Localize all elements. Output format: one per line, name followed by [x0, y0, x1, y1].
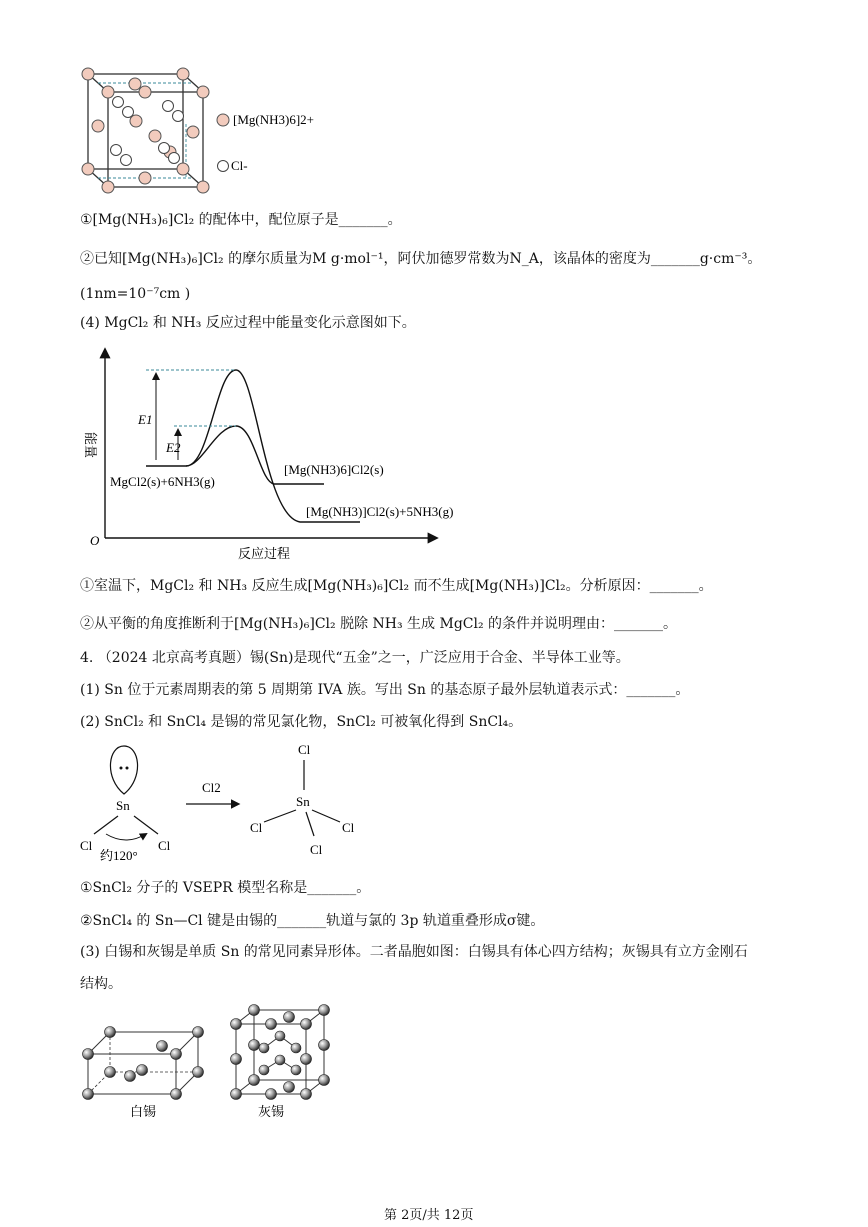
cl-left: Cl: [250, 820, 263, 835]
cl-left-a: Cl: [80, 838, 93, 853]
reactant-label: MgCl2(s)+6NH3(g): [110, 474, 215, 489]
q4-part2-q1: ①SnCl₂ 分子的 VSEPR 模型名称是_______。: [80, 880, 371, 896]
white-tin-cell: [83, 1027, 204, 1100]
page-footer: 第 2页/共 12页: [384, 1208, 474, 1223]
cl-bottom: Cl: [310, 842, 323, 857]
reagent-label: Cl2: [202, 780, 221, 795]
bond-angle: 约120°: [100, 848, 138, 863]
grey-tin-cell: [231, 1005, 330, 1100]
x-axis-label: 反应过程: [238, 546, 291, 561]
product2-label: [Mg(NH3)]Cl2(s)+5NH3(g): [306, 504, 454, 519]
product1-label: [Mg(NH3)6]Cl2(s): [284, 462, 384, 477]
e1-label: E1: [138, 412, 153, 427]
lone-pair-lobe: [110, 746, 137, 794]
q4-part3b: 结构。: [80, 976, 122, 992]
sncl-structure-figure: [74, 738, 374, 868]
part3-q2: ②已知[Mg(NH₃)₆]Cl₂ 的摩尔质量为M g·mol⁻¹，阿伏加德罗常数为N_A，该晶体的密度为_______g·cm⁻³。: [80, 251, 762, 267]
sn-right: Sn: [296, 794, 310, 809]
q4-part1: (1) Sn 位于元素周期表的第 5 周期第 IVA 族。写出 Sn 的基态原子最外层轨道表示式：_______。: [80, 682, 690, 698]
part4-heading: (4) MgCl₂ 和 NH₃ 反应过程中能量变化示意图如下。: [80, 315, 416, 331]
white-tin-label: 白锡: [130, 1104, 157, 1119]
part3-note: (1nm=10⁻⁷cm ): [80, 286, 191, 302]
part4-q1: ①室温下，MgCl₂ 和 NH₃ 反应生成[Mg(NH₃)₆]Cl₂ 而不生成[Mg(NH₃)]Cl₂。分析原因：_______。: [80, 578, 713, 594]
e2-label: E2: [166, 440, 181, 455]
grey-tin-label: 灰锡: [258, 1104, 285, 1119]
origin-label: O: [90, 533, 100, 548]
cl-left-b: Cl: [158, 838, 171, 853]
q4-stem: 4. （2024 北京高考真题）锡(Sn)是现代“五金”之一，广泛应用于合金、半导体工业等。: [80, 650, 630, 666]
cl-top: Cl: [298, 742, 311, 757]
tin-cells-figure: [74, 998, 354, 1124]
q4-part2: (2) SnCl₂ 和 SnCl₄ 是锡的常见氯化物，SnCl₂ 可被氧化得到 SnCl₄。: [80, 714, 523, 730]
q4-part3a: (3) 白锡和灰锡是单质 Sn 的常见同素异形体。二者晶胞如图：白锡具有体心四方结构；灰锡具有立方金刚石: [80, 944, 748, 960]
energy-diagram: [78, 340, 498, 570]
cl-right: Cl: [342, 820, 355, 835]
sn-left: Sn: [116, 798, 130, 813]
y-axis-label: 能量: [83, 432, 98, 459]
part3-q1: ①[Mg(NH₃)₆]Cl₂ 的配体中，配位原子是_______。: [80, 212, 402, 228]
legend-complex: [Mg(NH3)6]2+: [233, 112, 314, 127]
legend-chloride: Cl-: [231, 158, 248, 173]
q4-part2-q2: ②SnCl₄ 的 Sn—Cl 键是由锡的_______轨道与氯的 3p 轨道重叠形成σ键。: [80, 913, 545, 929]
crystal-cell-figure: [74, 64, 314, 204]
part4-q2: ②从平衡的角度推断利于[Mg(NH₃)₆]Cl₂ 脱除 NH₃ 生成 MgCl₂ 的条件并说明理由：_______。: [80, 616, 678, 632]
